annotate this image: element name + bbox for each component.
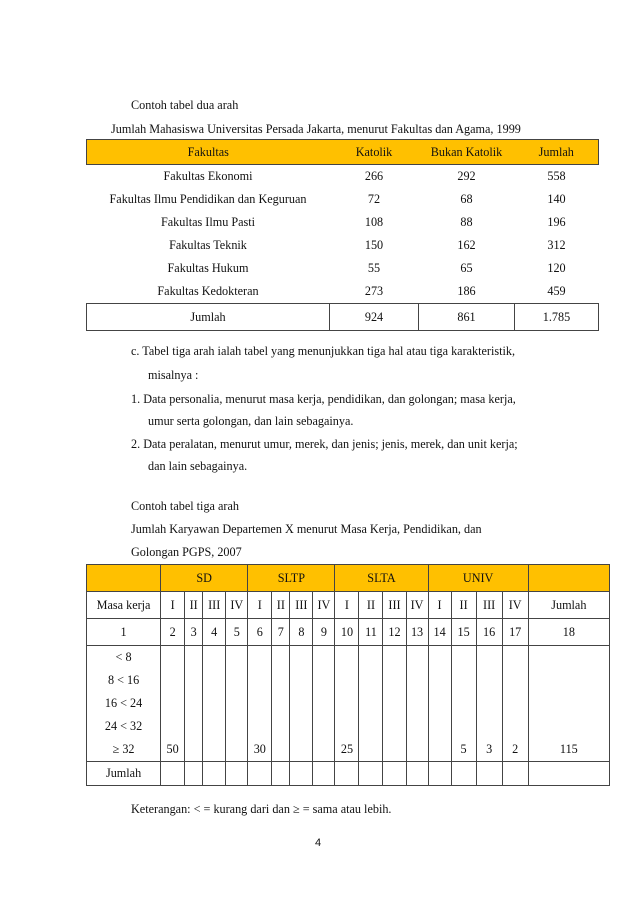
col-number: 13 <box>406 619 428 646</box>
total-jumlah: 1.785 <box>515 304 599 331</box>
cell-value <box>226 738 248 762</box>
total-bukan-katolik: 861 <box>419 304 515 331</box>
cell-fakultas: Fakultas Ilmu Pendidikan dan Keguruan <box>109 192 307 206</box>
cell-fakultas: Fakultas Ilmu Pasti <box>160 215 256 229</box>
col-number: 14 <box>428 619 451 646</box>
group-sltp: SLTP <box>248 565 335 592</box>
cell-katolik: 150 <box>364 238 384 252</box>
group-slta: SLTA <box>335 565 428 592</box>
caption-three-way-table: Contoh tabel tiga arah <box>131 499 239 513</box>
header-masa-kerja: Masa kerja <box>87 592 161 619</box>
table-row <box>87 715 610 738</box>
group-header-row <box>87 565 610 592</box>
header-katolik: Katolik <box>330 140 419 165</box>
corner-cell-right <box>528 565 609 592</box>
table-footer-row <box>87 762 610 786</box>
header-golongan: IV <box>313 592 335 619</box>
col-number: 7 <box>272 619 290 646</box>
row-label: 8 < 16 <box>87 669 161 692</box>
row-label: 24 < 32 <box>87 715 161 738</box>
cell-value <box>272 738 290 762</box>
paragraph-c-line2: misalnya : <box>148 368 199 382</box>
table-row <box>87 211 599 234</box>
cell-value <box>406 738 428 762</box>
table-row <box>87 738 610 762</box>
two-way-table <box>86 139 599 331</box>
header-golongan: II <box>272 592 290 619</box>
cell-bukan-katolik: 88 <box>460 215 473 229</box>
cell-bukan-katolik: 68 <box>460 192 473 206</box>
cell-jumlah: 312 <box>547 238 566 252</box>
list-item-2-line2: dan lain sebagainya. <box>148 459 248 473</box>
cell-value: 25 <box>335 738 359 762</box>
col-number: 16 <box>476 619 502 646</box>
golongan-header-row <box>87 592 610 619</box>
cell-value: 30 <box>248 738 272 762</box>
header-jumlah: Jumlah <box>515 140 599 165</box>
page-number: 4 <box>315 837 322 849</box>
three-way-table <box>86 564 610 786</box>
table-row <box>87 257 599 280</box>
cell-jumlah: 120 <box>547 261 566 275</box>
title-two-way-table: Jumlah Mahasiswa Universitas Persada Jakarta, menurut Fakultas dan Agama, 1999 <box>111 122 521 136</box>
cell-value: 50 <box>161 738 185 762</box>
col-number: 18 <box>528 619 609 646</box>
table-header-row <box>87 140 599 165</box>
column-number-row <box>87 619 610 646</box>
cell-value <box>428 738 451 762</box>
cell-jumlah: 459 <box>547 284 566 298</box>
col-number: 17 <box>502 619 528 646</box>
col-number: 11 <box>359 619 383 646</box>
table-row <box>87 280 599 304</box>
caption-two-way-table: Contoh tabel dua arah <box>131 98 239 112</box>
table-row <box>87 234 599 257</box>
header-golongan: I <box>161 592 185 619</box>
header-golongan: III <box>383 592 406 619</box>
list-item-2-line1: 2. Data peralatan, menurut umur, merek, dan jenis; jenis, merek, dan unit kerja; <box>131 437 518 451</box>
cell-katolik: 72 <box>367 192 381 206</box>
col-number: 3 <box>185 619 203 646</box>
col-number: 15 <box>451 619 476 646</box>
header-golongan: III <box>476 592 502 619</box>
header-golongan: I <box>248 592 272 619</box>
group-univ: UNIV <box>428 565 528 592</box>
cell-value <box>203 738 226 762</box>
title-three-way-table-line2: Golongan PGPS, 2007 <box>131 545 242 559</box>
header-golongan: II <box>359 592 383 619</box>
row-label: < 8 <box>87 646 161 670</box>
row-label: 16 < 24 <box>87 692 161 715</box>
cell-value: 5 <box>451 738 476 762</box>
cell-value <box>290 738 313 762</box>
header-golongan: II <box>451 592 476 619</box>
paragraph-c-line1: c. Tabel tiga arah ialah tabel yang menunjukkan tiga hal atau tiga karakteristik, <box>131 344 516 358</box>
table-row <box>87 669 610 692</box>
cell-katolik: 55 <box>367 261 381 275</box>
cell-katolik: 266 <box>364 169 384 183</box>
table-row <box>87 646 610 670</box>
row-label: ≥ 32 <box>87 738 161 762</box>
cell-bukan-katolik: 186 <box>457 284 476 298</box>
table-row <box>87 692 610 715</box>
cell-value: 3 <box>476 738 502 762</box>
corner-cell <box>87 565 161 592</box>
group-sd: SD <box>161 565 248 592</box>
col-number: 10 <box>335 619 359 646</box>
header-bukan-katolik: Bukan Katolik <box>419 140 515 165</box>
cell-value: 115 <box>528 738 609 762</box>
col-number: 4 <box>203 619 226 646</box>
cell-jumlah: 196 <box>547 215 566 229</box>
col-number: 2 <box>161 619 185 646</box>
cell-jumlah: 558 <box>547 169 566 183</box>
header-golongan: III <box>203 592 226 619</box>
title-three-way-table-line1: Jumlah Karyawan Departemen X menurut Masa Kerja, Pendidikan, dan <box>131 522 482 536</box>
table-row <box>87 165 599 189</box>
col-number: 9 <box>313 619 335 646</box>
cell-bukan-katolik: 65 <box>460 261 473 275</box>
table-row <box>87 188 599 211</box>
cell-value <box>313 738 335 762</box>
cell-value <box>359 738 383 762</box>
cell-value <box>185 738 203 762</box>
header-golongan: I <box>335 592 359 619</box>
cell-bukan-katolik: 292 <box>457 169 476 183</box>
header-golongan: IV <box>226 592 248 619</box>
cell-katolik: 108 <box>364 215 384 229</box>
cell-value: 2 <box>502 738 528 762</box>
cell-fakultas: Fakultas Teknik <box>169 238 247 252</box>
col-number: 1 <box>87 619 161 646</box>
header-golongan: IV <box>406 592 428 619</box>
header-golongan: I <box>428 592 451 619</box>
header-golongan: III <box>290 592 313 619</box>
total-label: Jumlah <box>87 304 330 331</box>
header-golongan: IV <box>502 592 528 619</box>
total-katolik: 924 <box>330 304 419 331</box>
col-number: 12 <box>383 619 406 646</box>
legend-note: Keterangan: < = kurang dari dan ≥ = sama atau lebih. <box>131 802 392 816</box>
cell-value <box>383 738 406 762</box>
cell-katolik: 273 <box>364 284 384 298</box>
col-number: 5 <box>226 619 248 646</box>
cell-fakultas: Fakultas Ekonomi <box>163 169 253 183</box>
cell-fakultas: Fakultas Hukum <box>167 261 249 275</box>
cell-jumlah: 140 <box>547 192 566 206</box>
cell-bukan-katolik: 162 <box>457 238 476 252</box>
table-total-row <box>87 304 599 331</box>
header-jumlah: Jumlah <box>528 592 609 619</box>
col-number: 6 <box>248 619 272 646</box>
footer-label: Jumlah <box>87 762 161 786</box>
list-item-1-line2: umur serta golongan, dan lain sebagainya. <box>148 414 354 428</box>
cell-fakultas: Fakultas Kedokteran <box>157 284 259 298</box>
header-fakultas: Fakultas <box>87 140 330 165</box>
col-number: 8 <box>290 619 313 646</box>
list-item-1-line1: 1. Data personalia, menurut masa kerja, pendidikan, dan golongan; masa kerja, <box>131 392 516 406</box>
header-golongan: II <box>185 592 203 619</box>
